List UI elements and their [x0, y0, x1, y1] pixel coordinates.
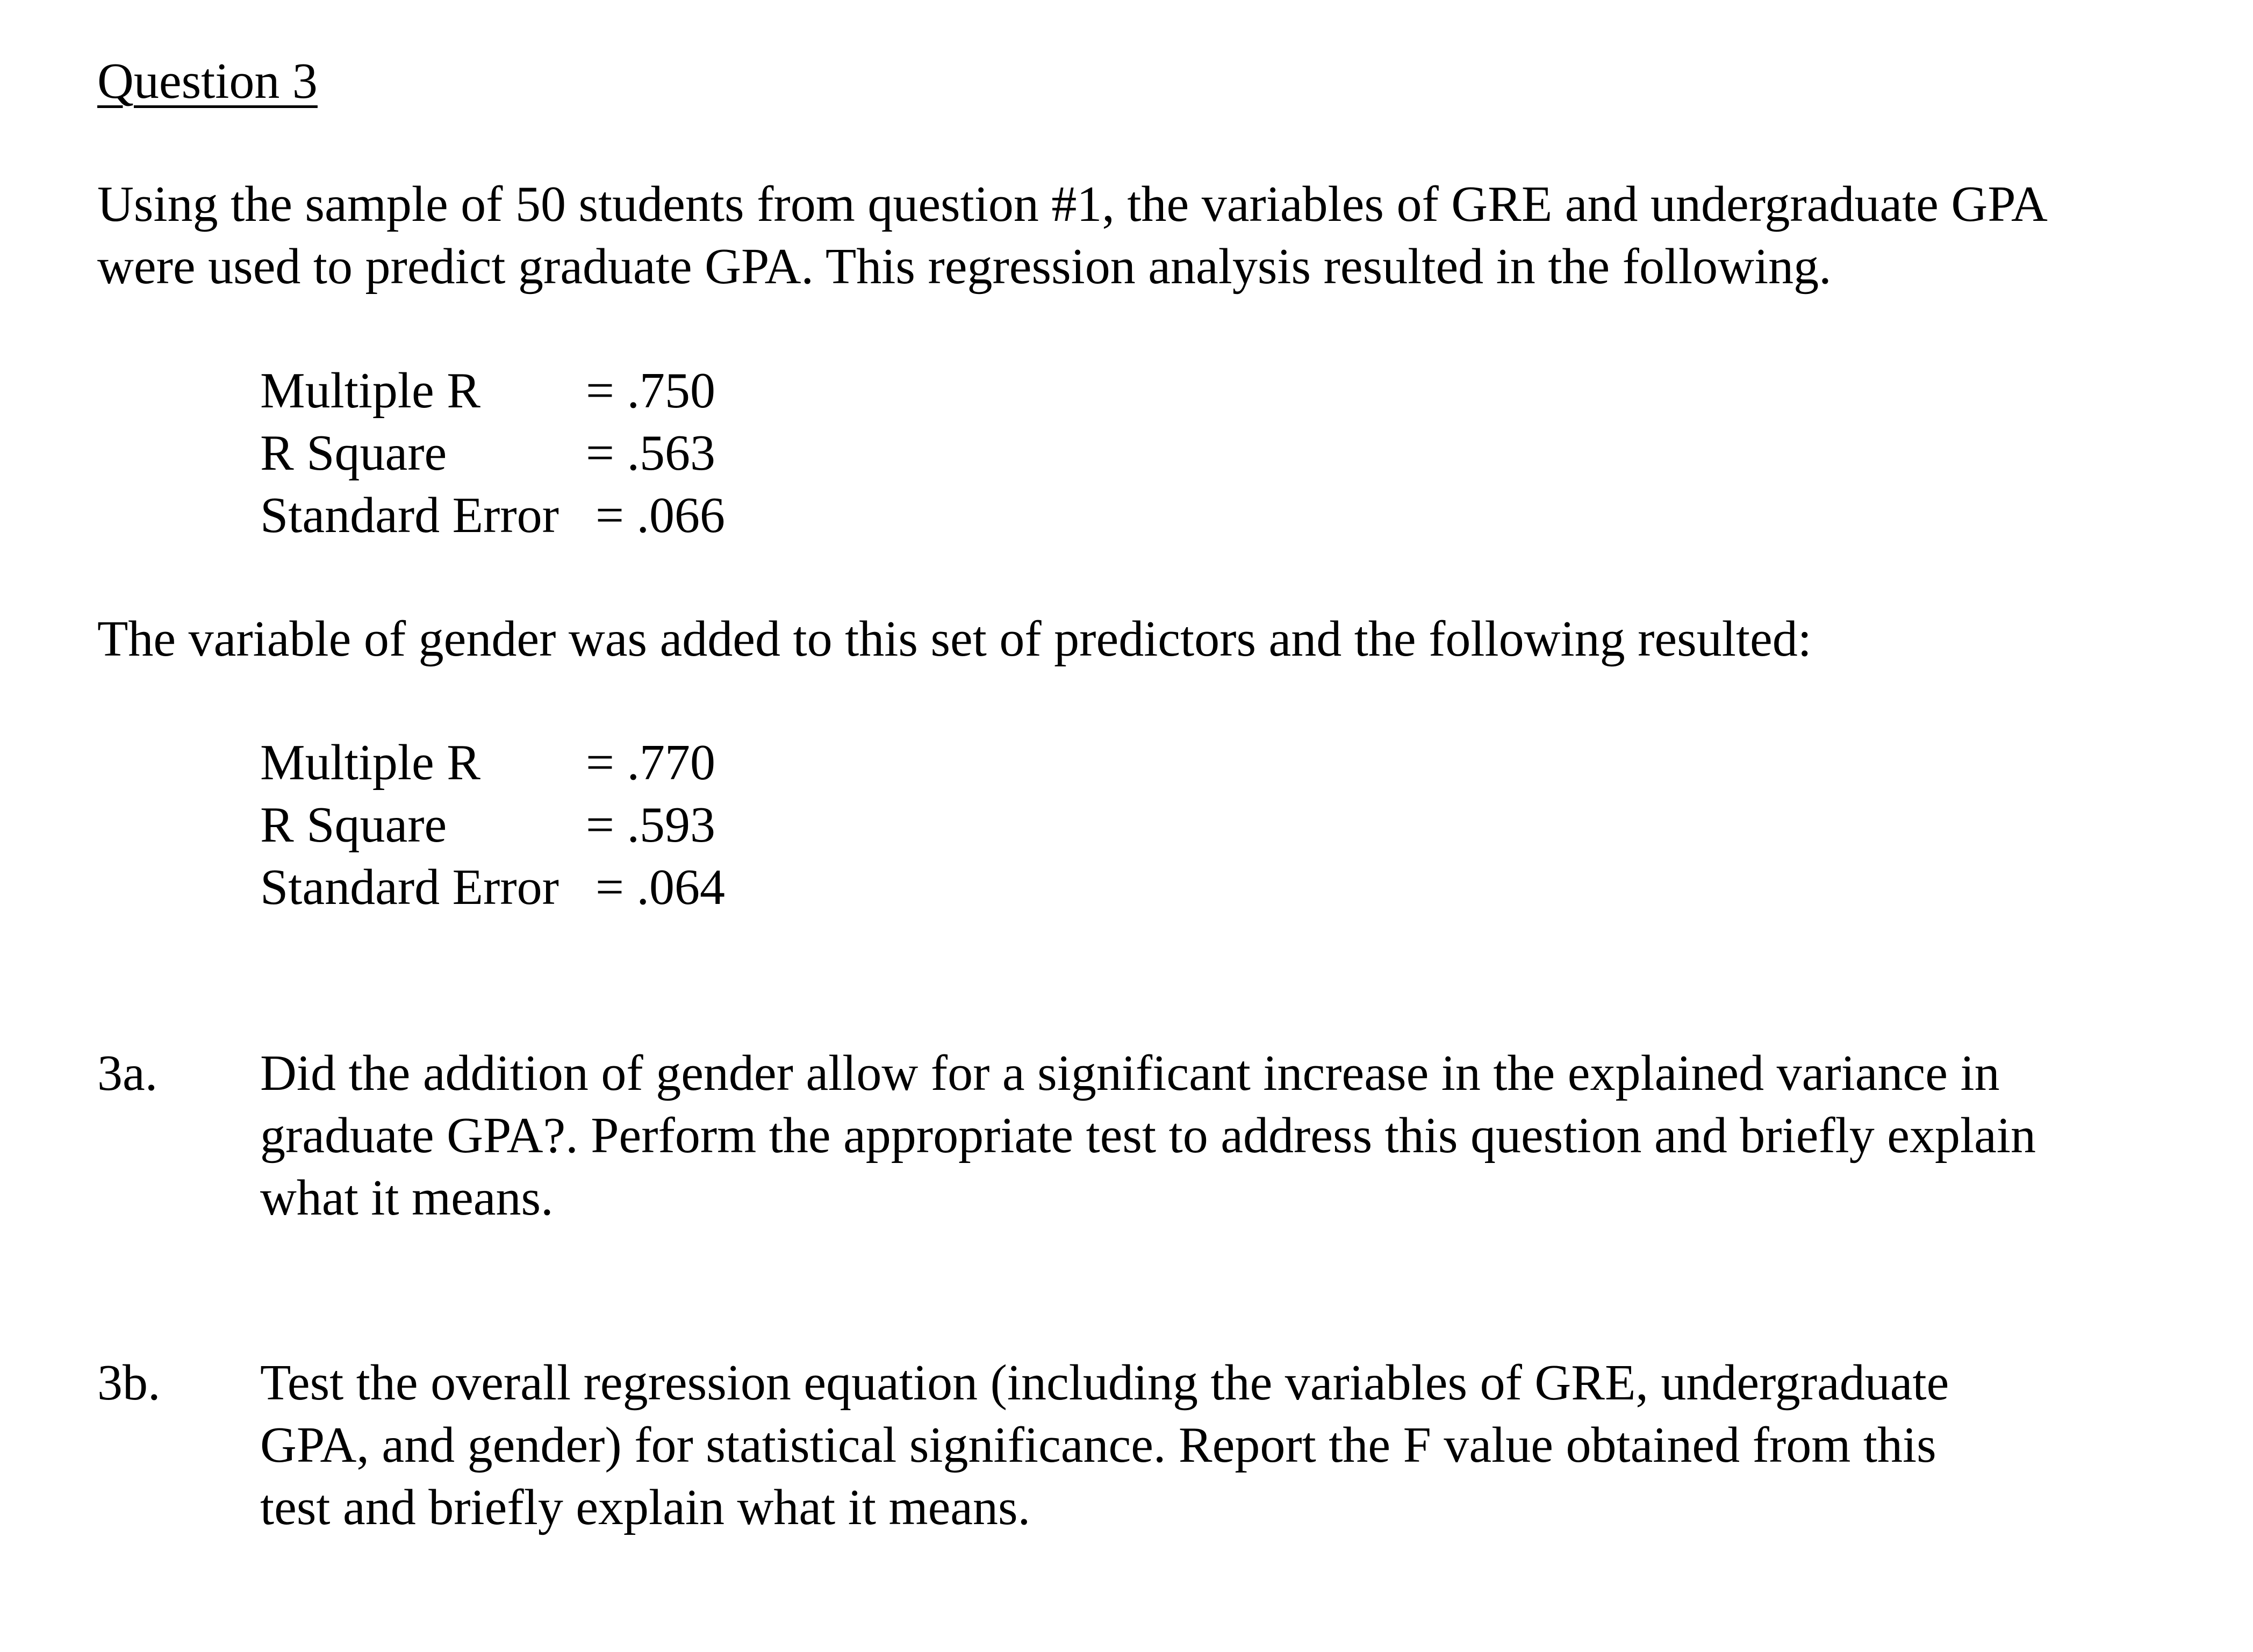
question-3b-number: 3b.: [97, 1355, 161, 1411]
question-3b-text: [260, 1352, 2222, 1539]
stat-label: Multiple R: [260, 363, 480, 419]
question-3b-line-1: Test the overall regression equation (including the variables of GRE, undergraduate: [260, 1355, 1949, 1411]
question-3a-number: 3a.: [97, 1045, 158, 1101]
intro-line-1: Using the sample of 50 students from question #1, the variables of GRE and undergraduate GPA: [97, 176, 2048, 232]
question-3a-line-2: graduate GPA?. Perform the appropriate test to address this question and briefly explain: [260, 1108, 2036, 1163]
question-3a-line-3: what it means.: [260, 1170, 554, 1226]
question-title: Question 3: [97, 53, 318, 109]
stat-value: = .563: [586, 425, 716, 481]
stat-label: Standard Error: [260, 487, 559, 543]
question-3b-line-3: test and briefly explain what it means.: [260, 1479, 1031, 1535]
stat-label: R Square: [260, 425, 447, 481]
stat-value: = .593: [586, 797, 716, 853]
transition-text: The variable of gender was added to this set of predictors and the following resulted:: [97, 611, 1812, 667]
intro-line-2: were used to predict graduate GPA. This regression analysis resulted in the following.: [97, 239, 1832, 295]
question-3a-line-1: Did the addition of gender allow for a significant increase in the explained variance in: [260, 1045, 2000, 1101]
question-3a-text: [260, 1042, 2222, 1229]
stat-value: = .066: [595, 487, 726, 543]
question-3b-line-2: GPA, and gender) for statistical significance. Report the F value obtained from this: [260, 1417, 1936, 1473]
stat-label: Standard Error: [260, 859, 559, 915]
stat-value: = .770: [586, 735, 716, 791]
stat-value: = .750: [586, 363, 716, 419]
stat-value: = .064: [595, 859, 726, 915]
stat-label: R Square: [260, 797, 447, 853]
stat-label: Multiple R: [260, 735, 480, 791]
